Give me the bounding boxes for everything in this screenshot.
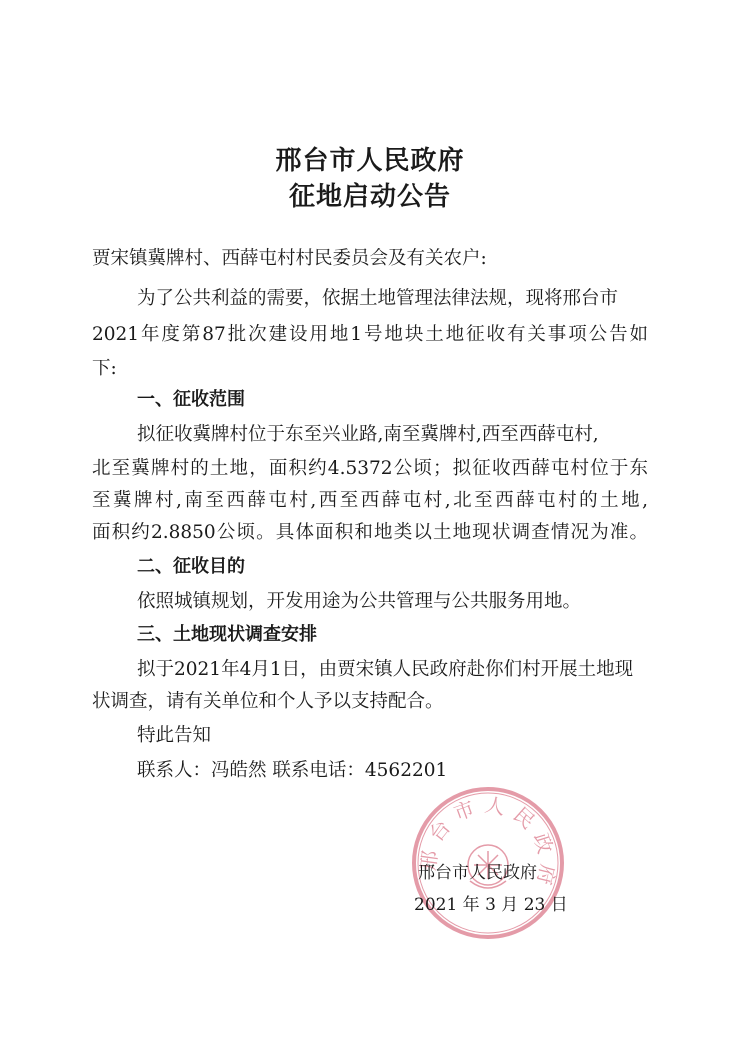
- svg-text:邢台市人民政府: 邢台市人民政府: [415, 792, 561, 896]
- intro-line: 为了公共利益的需要，依据土地管理法律法规，现将邢台市: [137, 288, 619, 309]
- scope-line: 拟征收冀牌村位于东至兴业路,南至冀牌村,西至西薛屯村,: [137, 424, 599, 445]
- survey-line: 拟于2021年4月1日，由贾宋镇人民政府赴你们村开展土地现: [137, 659, 634, 680]
- intro-line: 下:: [92, 358, 117, 379]
- scope-line: 面积约2.8850公顷。具体面积和地类以土地现状调查情况为准。: [92, 522, 648, 543]
- section-heading-purpose: 二、征收目的: [137, 556, 245, 577]
- survey-line: 状调查，请有关单位和个人予以支持配合。: [92, 691, 444, 712]
- document-title-line1: 邢台市人民政府: [275, 146, 465, 176]
- signature-date: 2021 年 3 月 23 日: [414, 895, 568, 915]
- purpose-line: 依照城镇规划，开发用途为公共管理与公共服务用地。: [137, 591, 582, 612]
- scope-line: 至冀牌村,南至西薛屯村,西至西薛屯村,北至西薛屯村的土地,: [92, 490, 648, 511]
- intro-line: 2021年度第87批次建设用地1号地块土地征收有关事项公告如: [92, 324, 648, 345]
- section-heading-scope: 一、征收范围: [137, 389, 245, 410]
- document-title-line2: 征地启动公告: [288, 182, 451, 212]
- scope-line: 北至冀牌村的土地，面积约4.5372公顷；拟征收西薛屯村位于东: [92, 458, 648, 479]
- contact-info: 联系人：冯皓然 联系电话：4562201: [137, 760, 448, 781]
- signature-organization: 邢台市人民政府: [418, 863, 537, 883]
- notice-text: 特此告知: [137, 725, 212, 746]
- section-heading-survey: 三、土地现状调查安排: [137, 624, 317, 645]
- salutation: 贾宋镇冀牌村、西薛屯村村民委员会及有关农户:: [92, 248, 487, 269]
